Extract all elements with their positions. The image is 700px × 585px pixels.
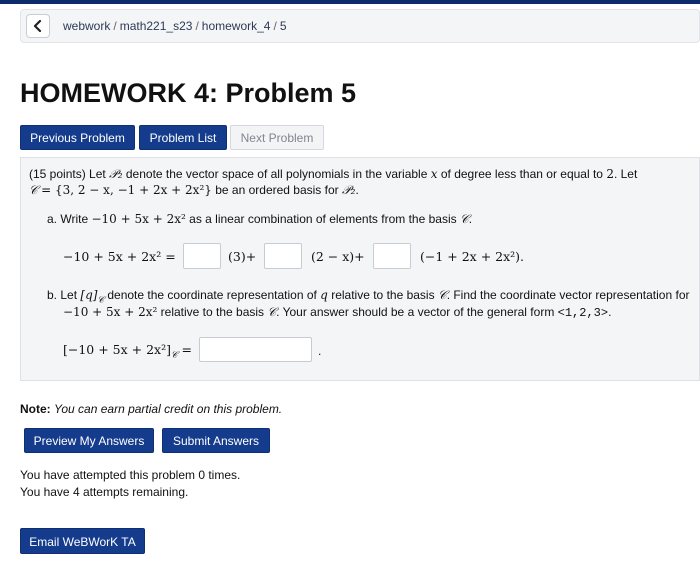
note-label: Note: (20, 402, 51, 416)
answer-coef-2[interactable] (264, 243, 302, 269)
problem-intro (29, 166, 689, 198)
part-a-text: . (468, 212, 473, 226)
attempts-remaining: You have 4 attempts remaining. (20, 485, 189, 499)
math-P2: 𝒫₂ (342, 183, 356, 197)
problem-body (20, 157, 700, 381)
math-x: x (430, 167, 438, 181)
part-b-text: . (608, 305, 612, 319)
breadcrumb-course[interactable]: math221_s23 (119, 19, 193, 33)
answer-vector[interactable] (199, 337, 312, 362)
part-b-label: b. (47, 288, 58, 302)
page-title: HOMEWORK 4: Problem 5 (20, 78, 357, 108)
math-bracket-poly: [−10 + 5x + 2x²] (63, 342, 171, 357)
breadcrumb-sep: / (113, 19, 117, 33)
attempts-info (20, 467, 240, 501)
part-b-period: . (318, 344, 322, 358)
part-b-text: . Find the coordinate vector representation for (446, 288, 690, 302)
part-b-prompt-cont (63, 305, 611, 320)
intro-text: . Let (613, 167, 638, 181)
math-q: q (320, 288, 328, 302)
math-P2: 𝒫₂ (109, 167, 123, 181)
email-ta-button[interactable]: Email WeBWorK TA (20, 528, 145, 554)
problem-list-button[interactable]: Problem List (139, 125, 227, 150)
top-accent-bar (0, 0, 700, 4)
previous-problem-button[interactable]: Previous Problem (20, 125, 135, 150)
math-poly: −10 + 5x + 2x² (63, 305, 158, 319)
math-C: 𝒞 (267, 305, 277, 319)
preview-answers-button[interactable]: Preview My Answers (24, 428, 154, 453)
part-b-text: denote the coordinate representation of (107, 288, 317, 302)
part-a-text: Write (60, 212, 89, 226)
attempts-made: You have attempted this problem 0 times. (20, 468, 241, 482)
intro-text: . (355, 183, 359, 197)
math-two: 2 (606, 167, 614, 181)
math-C-sub: 𝒞 (171, 350, 178, 361)
chevron-left-icon (33, 20, 43, 32)
part-a-term-2: (2 − x)+ (311, 249, 365, 264)
breadcrumb-sep: / (195, 19, 199, 33)
math-qc: [q] (80, 288, 98, 302)
math-C: 𝒞 (29, 183, 38, 197)
part-b-lhs (63, 342, 192, 361)
breadcrumb-webwork[interactable]: webwork (63, 19, 111, 33)
part-a-label: a. (47, 212, 58, 226)
back-button[interactable] (26, 14, 50, 38)
intro-text: (15 points) Let (29, 167, 106, 181)
breadcrumb (63, 19, 287, 33)
part-a-text: as a linear combination of elements from the basis (189, 212, 457, 226)
math-poly: −10 + 5x + 2x² (91, 212, 186, 226)
answer-coef-3[interactable] (373, 243, 411, 269)
part-b-text: relative to the basis (160, 305, 265, 319)
math-C: 𝒞 (437, 288, 447, 302)
part-a-prompt (47, 212, 472, 227)
part-a-term-3: (−1 + 2x + 2x²). (420, 249, 525, 264)
part-b-prompt (47, 288, 690, 305)
math-eq: = (181, 342, 193, 357)
partial-credit-note (20, 402, 282, 416)
math-C: 𝒞 (459, 212, 469, 226)
math-basis-set: = {3, 2 − x, −1 + 2x + 2x²} (41, 183, 212, 197)
breadcrumb-bar (20, 9, 700, 43)
answer-coef-1[interactable] (183, 243, 221, 269)
part-a-lhs: −10 + 5x + 2x² = (63, 249, 176, 264)
note-text: You can earn partial credit on this problem. (54, 402, 283, 416)
breadcrumb-set[interactable]: homework_4 (201, 19, 271, 33)
math-C-sub: 𝒞 (97, 295, 104, 306)
breadcrumb-sep: / (273, 19, 277, 33)
part-b-text: relative to the basis (331, 288, 435, 302)
intro-text: of degree less than or equal to (440, 167, 603, 181)
submit-answers-button[interactable]: Submit Answers (162, 428, 270, 453)
intro-text: denote the vector space of all polynomials in the variable (125, 167, 428, 181)
part-b-text: . Your answer should be a vector of the general form (276, 305, 555, 319)
intro-text: be an ordered basis for (215, 183, 339, 197)
part-a-term-1: (3)+ (228, 249, 257, 264)
example-vector: <1,2,3> (557, 306, 609, 320)
breadcrumb-problem: 5 (279, 19, 287, 33)
part-b-text: Let (60, 288, 78, 302)
next-problem-button: Next Problem (230, 125, 324, 150)
